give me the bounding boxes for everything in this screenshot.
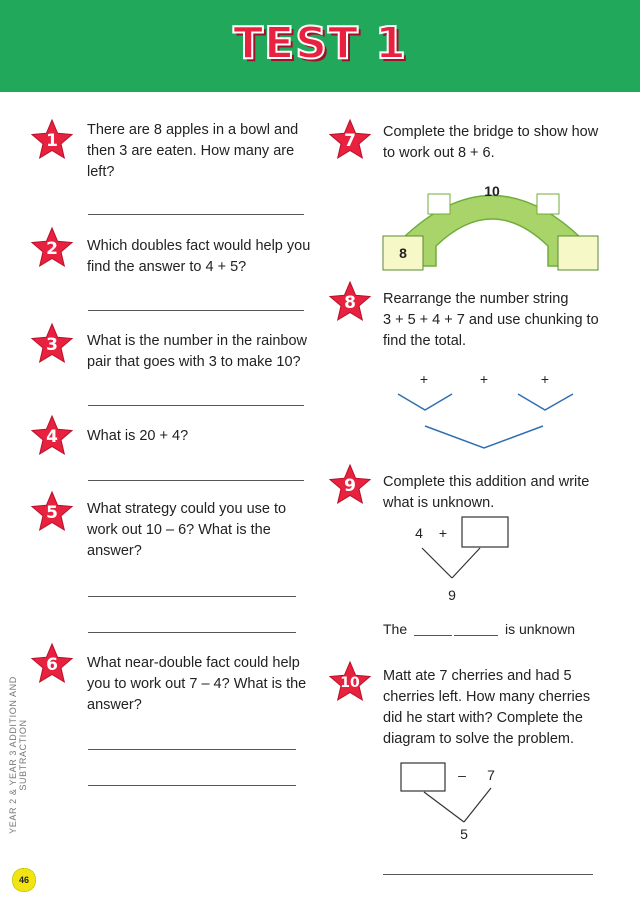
question-star [328, 660, 372, 704]
bridge-box-left-upper[interactable] [428, 194, 450, 214]
question-number: 8 [344, 293, 356, 313]
answer-line[interactable] [88, 632, 296, 633]
question-line: find the answer to 4 + 5? [87, 259, 247, 275]
question-line: did he start with? Complete the [383, 710, 583, 726]
question-line: What is the number in the rainbow [87, 333, 308, 349]
answer-line[interactable] [88, 480, 304, 481]
question-star [30, 226, 74, 270]
question-number: 1 [46, 131, 58, 151]
chunking-diagram [380, 362, 600, 457]
chunk-bracket [518, 394, 573, 410]
question-star [328, 463, 372, 507]
answer-line[interactable] [454, 635, 498, 636]
sentence-end: is unknown [505, 621, 576, 637]
question-line: Complete this addition and write [383, 474, 590, 490]
answer-line[interactable] [414, 635, 452, 636]
addend-value: 4 [415, 525, 423, 541]
question-line: answer? [87, 697, 142, 713]
question-line: Complete the bridge to show how [383, 124, 599, 140]
plus-sign: + [419, 371, 429, 387]
side-label: YEAR 2 & YEAR 3 ADDITION AND SUBTRACTION [8, 676, 28, 834]
answer-line[interactable] [88, 214, 304, 215]
subtraction-diagram [396, 760, 516, 845]
question-text [383, 666, 590, 750]
question-star [328, 118, 372, 162]
question-text [383, 122, 598, 164]
plus-sign: + [540, 371, 550, 387]
unknown-box[interactable] [462, 517, 508, 547]
question-line: what is unknown. [383, 495, 495, 511]
operator: + [438, 525, 448, 541]
question-number: 2 [46, 239, 58, 259]
question-line: pair that goes with 3 to make 10? [87, 354, 301, 370]
subtrahend-value: 7 [487, 767, 495, 783]
question-text [383, 289, 599, 352]
answer-line[interactable] [88, 310, 304, 311]
question-line: Which doubles fact would help you [87, 238, 311, 254]
bridge-box-right-upper[interactable] [537, 194, 559, 214]
question-line: 3 + 5 + 4 + 7 and use chunking to [383, 312, 599, 328]
question-star [30, 490, 74, 534]
question-star [30, 118, 74, 162]
chunk-bracket [425, 426, 543, 448]
bridge-left-value: 8 [399, 245, 407, 261]
question-line: Rearrange the number string [383, 291, 569, 307]
question-line: find the total. [383, 333, 467, 349]
question-line: Matt ate 7 cherries and had 5 [383, 668, 572, 684]
question-number: 7 [344, 131, 356, 151]
bridge-box-right[interactable] [558, 236, 598, 270]
question-line: left? [87, 164, 115, 180]
question-number: 4 [46, 427, 58, 447]
question-text [383, 472, 589, 514]
question-line: There are 8 apples in a bowl and [87, 122, 299, 138]
question-number: 6 [46, 655, 58, 675]
question-star [30, 414, 74, 458]
question-number: 5 [46, 503, 58, 523]
plus-sign: + [479, 371, 489, 387]
sentence-start: The [383, 621, 408, 637]
question-number: 10 [340, 675, 360, 691]
result-value: 5 [460, 826, 468, 842]
question-number: 9 [344, 476, 356, 496]
start-box[interactable] [401, 763, 445, 791]
question-line: What is 20 + 4? [87, 428, 189, 444]
page-title: TEST 1 [233, 18, 407, 69]
question-line: to work out 8 + 6. [383, 145, 495, 161]
question-line: What strategy could you use to [87, 501, 287, 517]
question-line: cherries left. How many cherries [383, 689, 591, 705]
answer-line[interactable] [383, 874, 593, 875]
question-star [30, 322, 74, 366]
question-star [328, 280, 372, 324]
question-text [87, 426, 188, 447]
question-number: 3 [46, 335, 58, 355]
question-line: answer? [87, 543, 142, 559]
answer-line[interactable] [88, 596, 296, 597]
question-text [87, 236, 310, 278]
answer-line[interactable] [88, 405, 304, 406]
question-text [87, 331, 307, 373]
bridge-diagram [380, 174, 610, 274]
question-line: diagram to solve the problem. [383, 731, 575, 747]
answer-line[interactable] [88, 749, 296, 750]
operator: – [458, 767, 466, 783]
question-text [87, 499, 286, 562]
question-text [87, 653, 306, 716]
question-text [87, 120, 298, 183]
addition-diagram [400, 512, 520, 607]
question-line: What near-double fact could help [87, 655, 300, 671]
page-number: 46 [12, 868, 36, 892]
answer-line[interactable] [88, 785, 296, 786]
question-line: work out 10 – 6? What is the [87, 522, 271, 538]
question-line: then 3 are eaten. How many are [87, 143, 295, 159]
chunk-bracket [398, 394, 452, 410]
bridge-top-value: 10 [484, 183, 500, 199]
question-line: you to work out 7 – 4? What is the [87, 676, 307, 692]
question-star [30, 642, 74, 686]
sum-value: 9 [448, 587, 456, 603]
